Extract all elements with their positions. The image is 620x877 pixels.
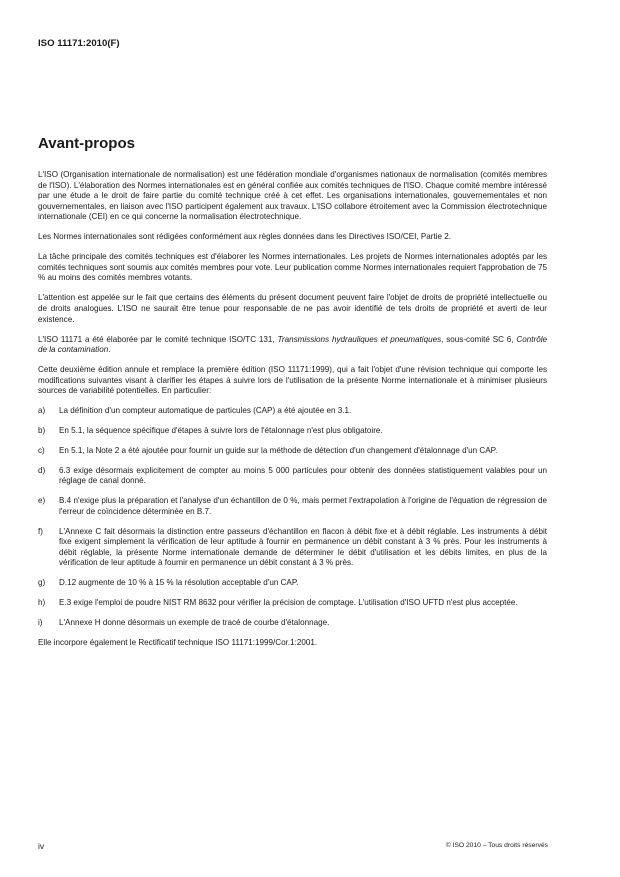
list-item-text: 6.3 exige désormais explicitement de compter au moins 5 000 particules pour obtenir des données statistiquement valables pour un réglage de canal donné. [59, 465, 547, 486]
preparation-text-3: . [108, 345, 111, 355]
list-item-text: L'Annexe H donne désormais un exemple de tracé de courbe d'étalonnage. [59, 617, 330, 627]
list-item-text: En 5.1, la séquence spécifique d'étapes à suivre lors de l'étalonnage n'est plus obligatoire. [59, 426, 383, 436]
list-item-text: En 5.1, la Note 2 a été ajoutée pour fournir un guide sur la méthode de détection d'un changement d'étalonnage d'un CAP. [59, 445, 498, 455]
list-item-label: d) [38, 465, 46, 475]
list-item-text: B.4 n'exige plus la préparation et l'analyse d'un échantillon de 0 %, mais permet l'extrapolation à l'origine de l'équation de régression de l'erreur de coïncidence déterminée en B.7. [59, 496, 547, 516]
paragraph-corrigendum: Elle incorpore également le Rectificatif technique ISO 11171:1999/Cor.1:2001. [38, 637, 318, 647]
list-item [38, 598, 547, 609]
list-item [38, 578, 547, 589]
list-item-label: i) [38, 617, 43, 627]
list-item-label: h) [38, 597, 46, 607]
list-item-label: e) [38, 496, 46, 506]
list-item [38, 618, 547, 629]
copyright-notice: © ISO 2010 – Tous droits réservés [445, 842, 548, 849]
list-item [38, 466, 547, 487]
page-number: iv [38, 841, 45, 851]
list-item-label: f) [38, 526, 43, 536]
paragraph-directives: Les Normes internationales sont rédigées conformément aux règles données dans les Directives ISO/CEI, Partie 2. [38, 232, 451, 242]
list-item [38, 527, 547, 569]
list-item [38, 426, 547, 437]
list-item [38, 406, 547, 417]
paragraph-iso-intro: L'ISO (Organisation internationale de normalisation) est une fédération mondiale d'organismes nationaux de normalisation (comités membres de l'ISO). L'élaboration des Normes internationales est en général confiée aux comités techniques de l'ISO. Chaque comité membre intéressé par une étude a le droit de faire partie du comité technique créé à cet effet. Les organisations internationales, gouvernementales et non gouvernementales, en liaison avec l'ISO participent également aux travaux. L'ISO collabore étroitement avec la Commission électrotechnique internationale (CEI) en ce qui concerne la normalisation électrotechnique. [38, 170, 547, 222]
list-item [38, 496, 547, 517]
list-item-text: La définition d'un compteur automatique de particules (CAP) a été ajoutée en 3.1. [59, 406, 352, 416]
list-item-text: E.3 exige l'emploi de poudre NIST RM 8632 pour vérifier la précision de comptage. L'utilisation d'ISO UFTD n'est plus acceptée. [59, 597, 518, 607]
list-item-label: a) [38, 406, 46, 416]
list-item-text: D.12 augmente de 10 % à 15 % la résolution acceptable d'un CAP. [59, 578, 299, 588]
paragraph-edition-intro: Cette deuxième édition annule et remplace la première édition (ISO 11171:1999), qui a fait l'objet d'une révision technique qui comporte les modifications suivantes visant à clarifier les étapes à suivre lors de l'utilisation de la présente Norme internationale et à minimiser plusieurs sources de variabilité potentielles. En particulier: [38, 365, 547, 396]
list-item-label: b) [38, 426, 46, 436]
preparation-text-2: , sous-comité SC 6, [441, 334, 517, 344]
standard-identifier: ISO 11171:2010(F) [38, 38, 120, 49]
committee-name: Transmissions hydrauliques et pneumatiques [277, 334, 442, 344]
list-item-label: c) [38, 445, 45, 455]
paragraph-patent-rights: L'attention est appelée sur le fait que certains des éléments du présent document peuvent faire l'objet de droits de propriété intellectuelle ou de droits analogues. L'ISO ne saurait être tenue pour responsable de ne pas avoir identifié de tels droits de propriété et averti de leur existence. [38, 293, 547, 324]
section-title: Avant-propos [38, 135, 135, 152]
list-item-text: L'Annexe C fait désormais la distinction entre passeurs d'échantillon en flacon à débit fixe et à débit réglable. Les instruments à débit fixe exigent simplement la vérification de leur aptitude à fournir en permanence un débit constant à 3 % près. Pour les instruments à débit réglable, la présente Norme internationale demande de déterminer le débit d'utilisation et les débits limites, en plus de la vérification de leur aptitude à fournir en permanence un débit constant à 3 % près. [59, 526, 547, 568]
list-item [38, 446, 547, 457]
foreword-body [38, 170, 547, 658]
changes-list [38, 406, 547, 628]
paragraph-technical-committees: La tâche principale des comités techniques est d'élaborer les Normes internationales. Les projets de Normes internationales adoptés par les comités techniques sont soumis aux comités membres pour vote. Leur publication comme Normes internationales requiert l'approbation de 75 % au moins des comités membres votants. [38, 252, 547, 283]
preparation-text-1: L'ISO 11171 a été élaborée par le comité technique ISO/TC 131, [38, 334, 278, 344]
list-item-label: g) [38, 578, 46, 588]
paragraph-preparation [38, 335, 547, 356]
subcommittee-name: Contrôle de la contamination [38, 334, 547, 355]
